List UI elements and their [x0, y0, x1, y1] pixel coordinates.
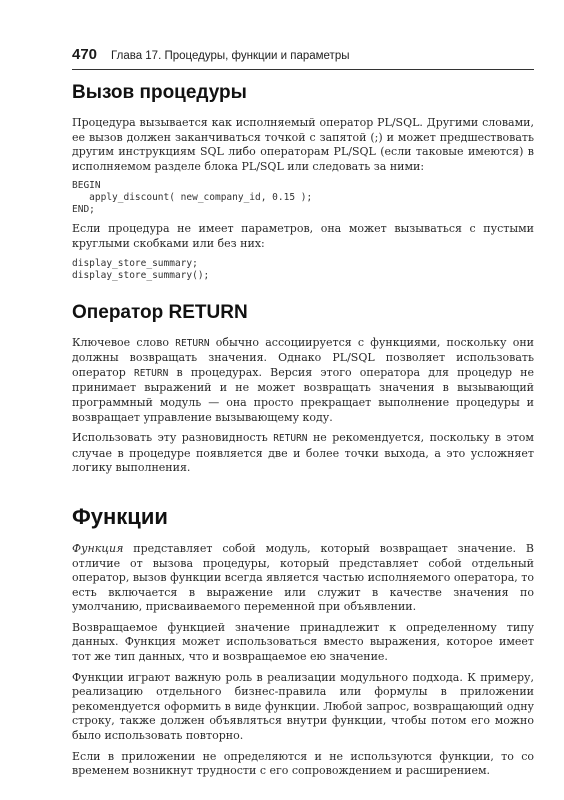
page-body: [72, 80, 534, 785]
paragraph: [72, 336, 534, 426]
code-block: BEGIN apply_discount( new_company_id, 0.15 ); END;: [72, 180, 313, 216]
text-run: обычно ассоциируется с функциями, поскольку они должны возвращать значения. Однако PL/SQL позволяет использовать оператор: [72, 335, 534, 379]
section-heading-functions: Функции: [72, 503, 168, 529]
header-rule: [72, 69, 534, 70]
paragraph: Если процедура не имеет параметров, она может вызываться с пустыми круглыми скобками или без них:: [72, 222, 534, 250]
section-heading-procedure-call: Вызов процедуры: [72, 82, 247, 103]
chapter-title: Глава 17. Процедуры, функции и параметры: [111, 50, 350, 62]
inline-code: RETURN: [175, 337, 210, 349]
paragraph: Если в приложении не определяются и не используются функции, то со временем возникнут трудности с его сопровождением и расширением.: [72, 749, 534, 778]
inline-code: RETURN: [133, 367, 169, 379]
term: Функция: [72, 541, 124, 555]
page-number: 470: [72, 46, 98, 63]
running-header: [72, 46, 534, 66]
section-heading-return: Оператор RETURN: [72, 301, 248, 323]
text-run: Ключевое слово: [72, 335, 176, 349]
text-run: представляет собой модуль, который возвращает значение. В отличие от вызова процедуры, который представляет собой отдельный оператор, вызов функции всегда является частью исполняемого оператора, то есть включается в выражение или служит в качестве значения по умолчанию, присваиваемого переменной при объявлении.: [72, 541, 534, 614]
paragraph: [72, 542, 534, 615]
code-block: display_store_summary; display_store_summary();: [72, 257, 210, 281]
text-run: Использовать эту разновидность: [72, 431, 274, 445]
text-run: в процедурах. Версия этого оператора для процедур не принимает выражений и не может возвращать значения в вызывающий программный модуль — она просто прекращает выполнение процедуры и возвращает управление вызывающему коду.: [72, 365, 535, 424]
inline-code: RETURN: [273, 433, 308, 445]
text-run: не рекомендуется, поскольку в этом случае в процедуре появляется две и более точки выхода, а это усложняет логику выполнения.: [72, 431, 534, 475]
paragraph: Процедура вызывается как исполняемый оператор PL/SQL. Другими словами, ее вызов должен заканчиваться точкой с запятой (;) и может предшествовать другим инструкциям SQL либо операторам PL/SQL (если таковые имеются) в исполняемом разделе блока PL/SQL или следовать за ними:: [72, 116, 534, 173]
paragraph: Функции играют важную роль в реализации модульного подхода. К примеру, реализацию отдельного бизнес-правила или формулы в приложении рекомендуется оформить в виде функции. Любой запрос, возвращающий одну строку, также должен объявляться внутри функции, чтобы потом его можно было использовать повторно.: [72, 670, 534, 743]
paragraph: [72, 431, 534, 476]
paragraph: Возвращаемое функцией значение принадлежит к определенному типу данных. Функция может использоваться вместо выражения, которое имеет тот же тип данных, что и возвращаемое ею значение.: [72, 620, 534, 664]
